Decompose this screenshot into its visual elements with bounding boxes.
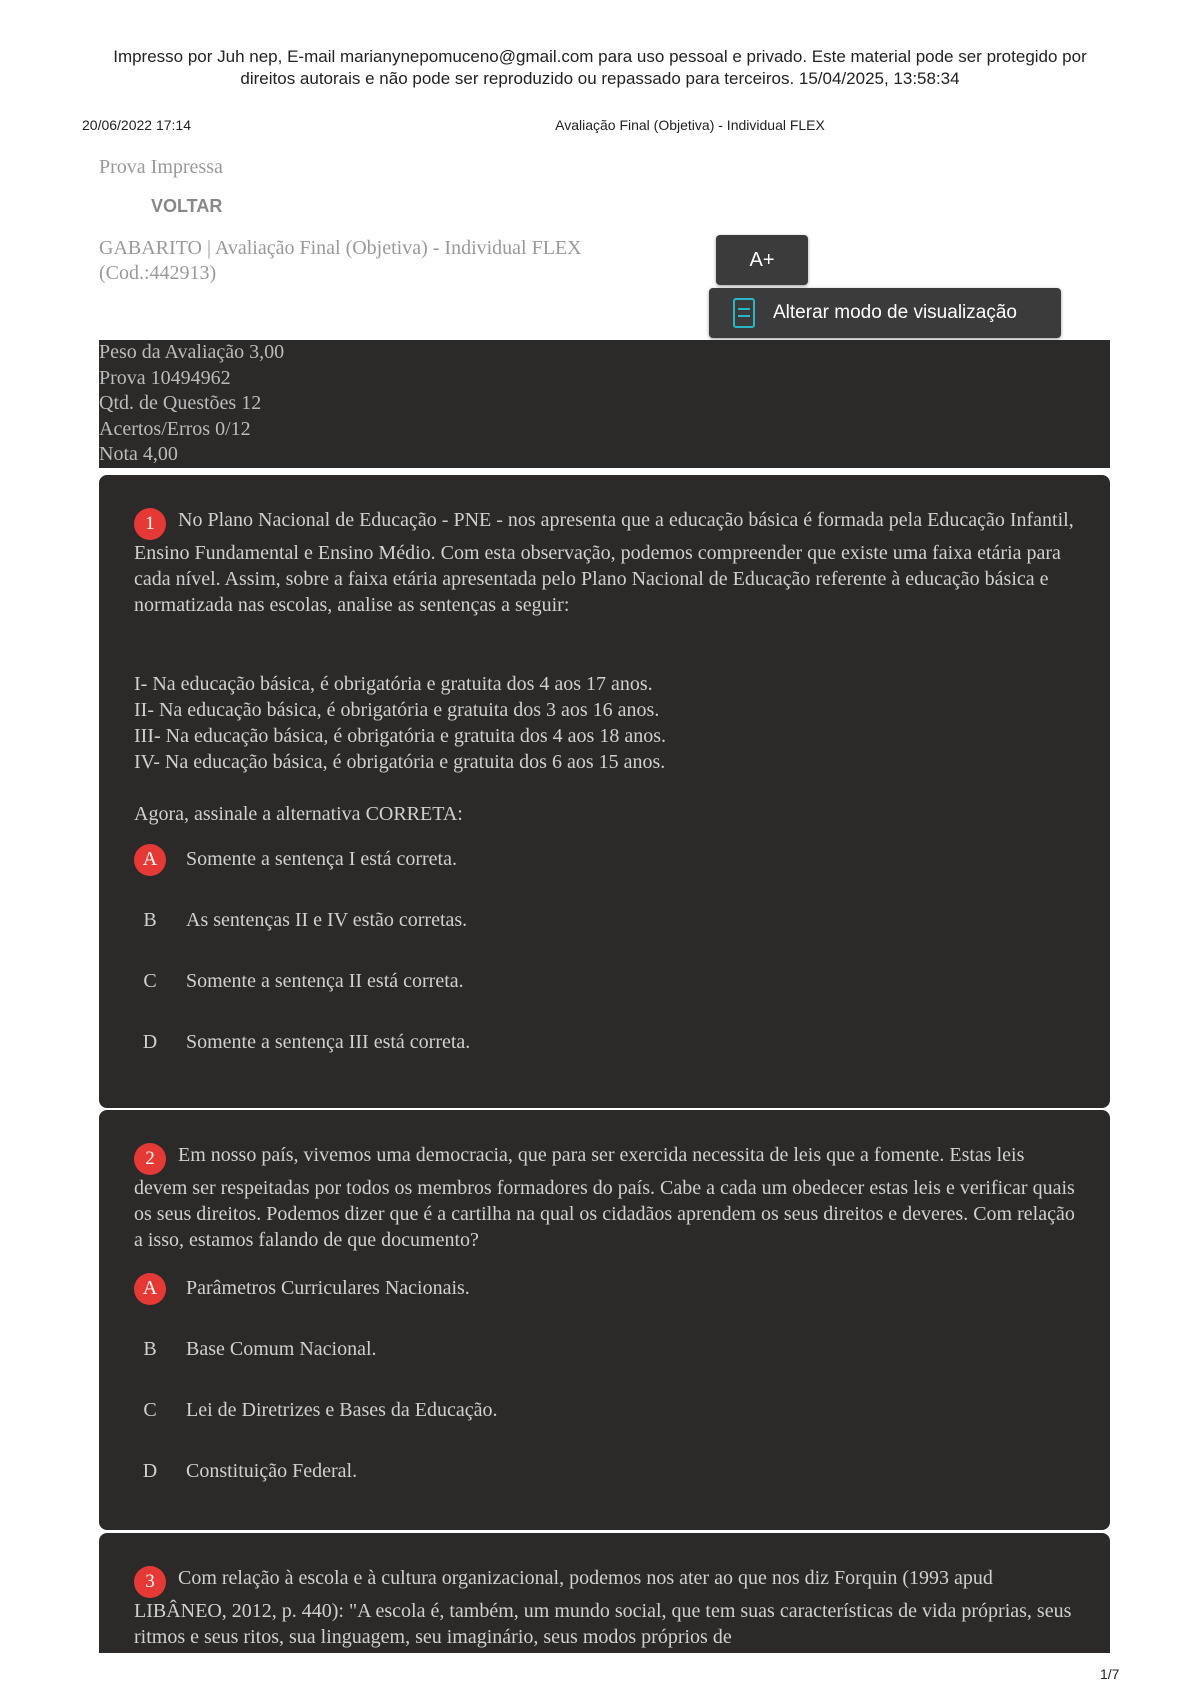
option-letter: C [143, 970, 157, 992]
option-text: Somente a sentença II está correta. [186, 970, 464, 992]
question-number-badge: 2 [134, 1143, 166, 1175]
option-letter: B [143, 909, 157, 931]
option-text: Base Comum Nacional. [186, 1338, 377, 1360]
option-letter: A [134, 1273, 166, 1305]
option-letter: A [134, 844, 166, 876]
print-watermark [60, 46, 1140, 90]
change-view-mode-button[interactable] [709, 288, 1061, 338]
question-text [134, 507, 1079, 618]
document-icon [733, 298, 755, 328]
question-card-1 [99, 475, 1110, 1108]
option-text: Lei de Diretrizes e Bases da Educação. [186, 1399, 498, 1421]
option-c[interactable] [134, 1395, 1079, 1425]
exam-id: Prova 10494962 [99, 366, 231, 389]
gabarito-title-line-1: GABARITO | Avaliação Final (Objetiva) - Individual FLEX [99, 237, 582, 259]
question-card-2 [99, 1110, 1110, 1530]
option-text: Somente a sentença I está correta. [186, 848, 457, 870]
exam-weight: Peso da Avaliação 3,00 [99, 341, 285, 363]
page-label: Prova Impressa [99, 156, 223, 178]
question-number-badge: 3 [134, 1566, 166, 1598]
question-text [134, 1565, 1079, 1650]
question-paragraph: No Plano Nacional de Educação - PNE - nos apresenta que a educação básica é formada pela Educação Infantil, Ensino Fundamental e Ensino Médio. Com esta observação, podemos compreender que existe uma faixa etária para cada nível. Assim, sobre a faixa etária apresentada pelo Plano Nacional de Educação referente à educação básica e normatizada nas escolas, analise as sentenças a seguir: [134, 509, 1074, 616]
question-card-3 [99, 1533, 1110, 1653]
question-text [134, 1142, 1079, 1253]
option-a[interactable] [134, 1273, 1079, 1303]
option-letter: D [142, 1460, 158, 1482]
watermark-line-2: direitos autorais e não pode ser reproduzido ou repassado para terceiros. 15/04/2025, 13:58:34 [240, 69, 960, 88]
question-number-badge: 1 [134, 508, 166, 540]
question-paragraph: Em nosso país, vivemos uma democracia, que para ser exercida necessita de leis que a fomente. Estas leis devem ser respeitadas por todos os membros formadores do país. Cabe a cada um obedecer estas leis e verificar quais os seus direitos. Podemos dizer que é a cartilha na qual os cidadãos aprendem os seus direitos e deveres. Com relação a isso, estamos falando de que documento? [134, 1144, 1075, 1251]
hits-errors: Acertos/Erros 0/12 [99, 417, 251, 440]
option-b[interactable] [134, 1334, 1079, 1364]
option-text: Somente a sentença III está correta. [186, 1031, 471, 1053]
sentence: I- Na educação básica, é obrigatória e gratuita dos 4 aos 17 anos. [134, 673, 653, 695]
sentence: IV- Na educação básica, é obrigatória e gratuita dos 6 aos 15 anos. [134, 751, 666, 773]
print-title: Avaliação Final (Objetiva) - Individual FLEX [555, 117, 825, 133]
option-d[interactable] [134, 1456, 1079, 1486]
watermark-line-1: Impresso por Juh nep, E-mail marianynepomuceno@gmail.com para uso pessoal e privado. Este material pode ser protegido por [113, 47, 1087, 66]
option-d[interactable] [134, 1027, 1079, 1057]
question-count: Qtd. de Questões 12 [99, 392, 262, 414]
question-prompt: Agora, assinale a alternativa CORRETA: [134, 803, 463, 825]
option-letter: D [142, 1031, 158, 1053]
option-a[interactable] [134, 844, 1079, 874]
question-sentences [134, 671, 1079, 775]
gabarito-code: (Cod.:442913) [99, 262, 217, 284]
gabarito-title [99, 236, 689, 286]
option-letter: C [143, 1399, 157, 1421]
exam-info-panel [99, 340, 1110, 468]
sentence: II- Na educação básica, é obrigatória e gratuita dos 3 aos 16 anos. [134, 699, 660, 721]
option-c[interactable] [134, 966, 1079, 996]
increase-font-button[interactable]: A+ [716, 235, 808, 285]
sentence: III- Na educação básica, é obrigatória e gratuita dos 4 aos 18 anos. [134, 725, 667, 747]
question-paragraph: Com relação à escola e à cultura organizacional, podemos nos ater ao que nos diz Forquin (1993 apud LIBÂNEO, 2012, p. 440): "A escola é, também, um mundo social, que tem suas características de vida próprias, seus ritmos e seus ritos, sua linguagem, seu imaginário, seus modos próprios de [134, 1567, 1072, 1648]
option-text: Constituição Federal. [186, 1460, 358, 1482]
option-letter: B [143, 1338, 157, 1360]
page-number: 1/7 [1100, 1666, 1120, 1682]
print-date: 20/06/2022 17:14 [82, 117, 191, 133]
voltar-button[interactable]: VOLTAR [151, 196, 223, 216]
exam-grade: Nota 4,00 [99, 443, 178, 465]
option-text: Parâmetros Curriculares Nacionais. [186, 1277, 470, 1299]
change-view-mode-label: Alterar modo de visualização [773, 302, 1017, 323]
option-text: As sentenças II e IV estão corretas. [186, 909, 468, 931]
option-b[interactable] [134, 905, 1079, 935]
